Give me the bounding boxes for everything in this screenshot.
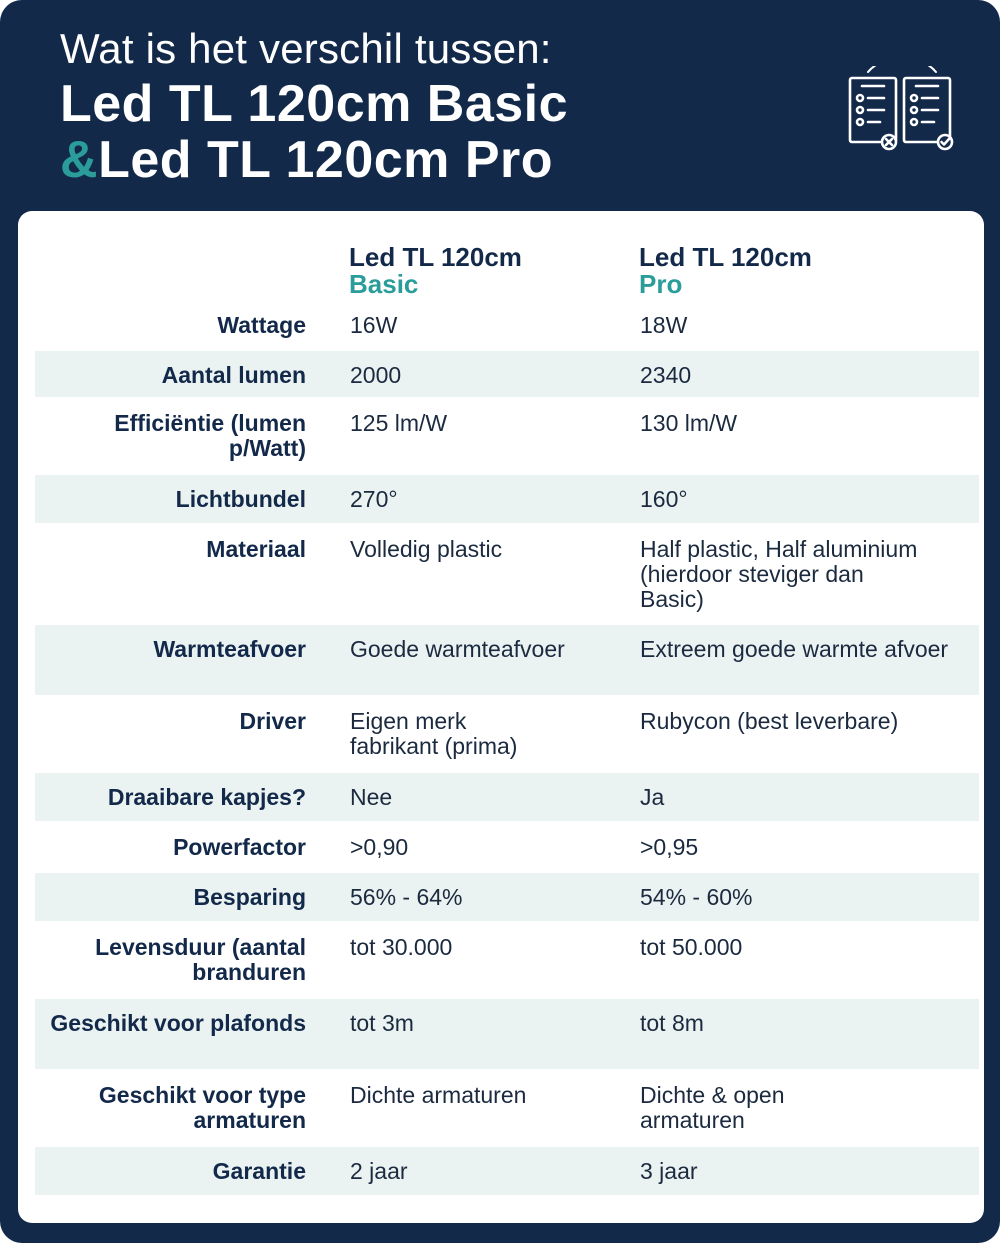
column-header-basic (349, 244, 522, 298)
pro-value: Rubycon (best leverbare) (640, 708, 899, 734)
table-row (35, 475, 979, 523)
header (60, 22, 860, 188)
pro-value: tot 50.000 (640, 934, 743, 960)
pro-value: 2340 (640, 362, 692, 388)
basic-value: Eigen merk fabrikant (prima) (350, 708, 518, 759)
row-label: Lichtbundel (175, 486, 306, 512)
basic-value: Dichte armaturen (350, 1082, 527, 1108)
row-label: Warmteafvoer (153, 636, 306, 662)
basic-value: 16W (350, 312, 398, 338)
pro-value: 3 jaar (640, 1158, 698, 1184)
pro-value: 130 lm/W (640, 410, 738, 436)
table-row (35, 351, 979, 397)
basic-value: 125 lm/W (350, 410, 448, 436)
row-label: Powerfactor (173, 834, 306, 860)
basic-value: Nee (350, 784, 393, 810)
row-label: Efficiëntie (lumen p/Watt) (114, 410, 306, 461)
basic-value: 2000 (350, 362, 402, 388)
row-label: Driver (239, 708, 306, 734)
table-row (35, 1147, 979, 1195)
basic-value: Volledig plastic (350, 536, 503, 562)
table-row (35, 397, 979, 475)
basic-value: tot 30.000 (350, 934, 453, 960)
subtitle: Wat is het verschil tussen: (60, 25, 552, 72)
pro-value: Half plastic, Half aluminium (hierdoor steviger dan Basic) (640, 536, 918, 612)
pro-value: Extreem goede warmte afvoer (640, 636, 949, 662)
basic-value: 2 jaar (350, 1158, 408, 1184)
table-row (35, 999, 979, 1069)
table-row (35, 523, 979, 625)
pro-value: >0,95 (640, 834, 699, 860)
table-row (35, 873, 979, 921)
table-row (35, 695, 979, 773)
basic-value: 270° (350, 486, 398, 512)
row-label: Garantie (212, 1158, 306, 1184)
title-line-basic: Led TL 120cm Basic (60, 75, 569, 133)
pro-value: 18W (640, 312, 688, 338)
table-row (35, 1069, 979, 1147)
basic-value: Goede warmteafvoer (350, 636, 565, 662)
column-model: Led TL 120cm (349, 242, 522, 272)
row-label: Geschikt voor type armaturen (98, 1082, 306, 1133)
row-label: Levensduur (aantal branduren (95, 934, 306, 985)
column-variant: Basic (349, 269, 419, 299)
pro-value: Ja (640, 784, 665, 810)
column-variant: Pro (639, 269, 683, 299)
table-row (35, 301, 979, 351)
pro-value: 160° (640, 486, 688, 512)
ampersand: & (60, 131, 99, 189)
column-header-pro (639, 244, 812, 298)
column-model: Led TL 120cm (639, 242, 812, 272)
row-label: Draaibare kapjes? (107, 784, 306, 810)
title-line-pro (60, 132, 860, 188)
table-row (35, 921, 979, 999)
pro-value: tot 8m (640, 1010, 704, 1036)
basic-value: >0,90 (350, 834, 409, 860)
row-label: Besparing (193, 884, 306, 910)
title-pro-text: Led TL 120cm Pro (98, 131, 554, 189)
basic-value: tot 3m (350, 1010, 414, 1036)
comparison-card (18, 211, 984, 1223)
pro-value: 54% - 60% (640, 884, 753, 910)
table-row (35, 821, 979, 873)
row-label: Wattage (217, 312, 306, 338)
checklist-compare-icon (846, 66, 958, 158)
row-label: Geschikt voor plafonds (50, 1010, 306, 1036)
pro-value: Dichte & open armaturen (640, 1082, 785, 1133)
table-row (35, 625, 979, 695)
row-label: Aantal lumen (161, 362, 306, 388)
table-row (35, 773, 979, 821)
row-label: Materiaal (206, 536, 306, 562)
basic-value: 56% - 64% (350, 884, 463, 910)
